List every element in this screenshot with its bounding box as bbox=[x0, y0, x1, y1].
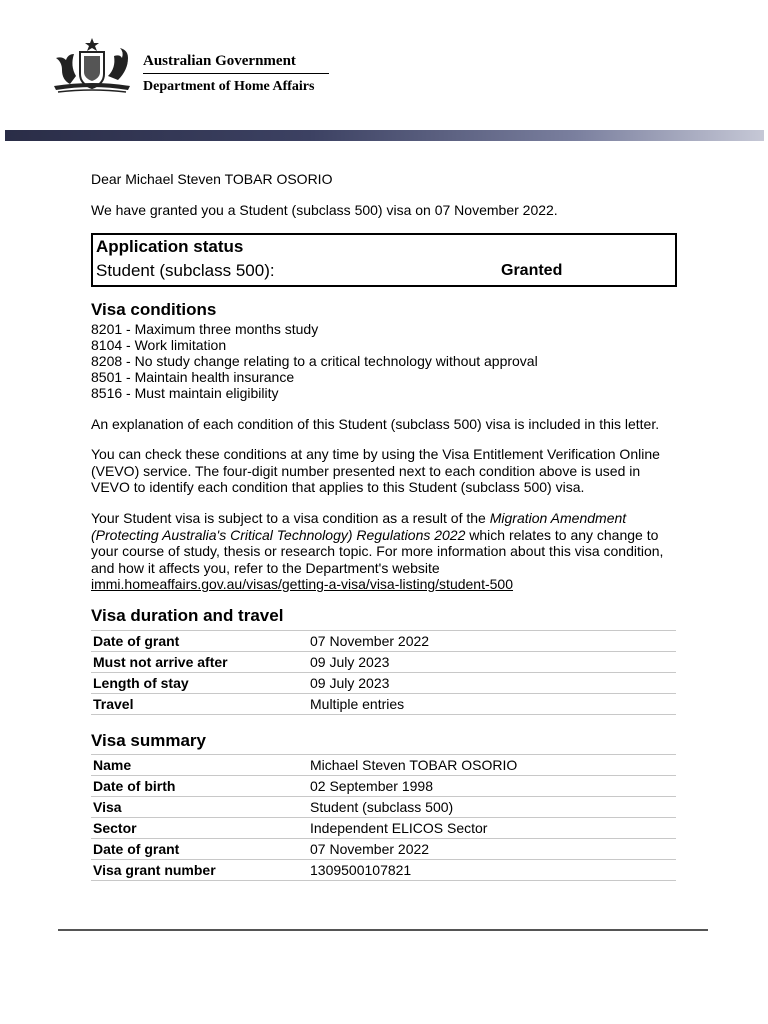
row-label: Date of grant bbox=[91, 839, 308, 860]
regulation-title: Migration Amendment (Protecting Australia's Critical Technology) Regulations 2022 bbox=[91, 510, 627, 543]
explanation-paragraph: An explanation of each condition of this Student (subclass 500) visa is included in this letter. bbox=[91, 416, 660, 432]
department-website-link[interactable]: immi.homeaffairs.gov.au/visas/getting-a-visa/visa-listing/student-500 bbox=[91, 576, 514, 592]
condition-item: 8501 - Maintain health insurance bbox=[91, 369, 295, 385]
letterhead bbox=[0, 0, 768, 130]
row-value: Michael Steven TOBAR OSORIO bbox=[308, 755, 676, 776]
department-name: Department of Home Affairs bbox=[143, 79, 315, 94]
row-label: Length of stay bbox=[91, 673, 308, 694]
condition-item: 8208 - No study change relating to a critical technology without approval bbox=[91, 353, 538, 369]
table-row bbox=[91, 673, 676, 694]
table-row bbox=[91, 776, 676, 797]
table-row bbox=[91, 818, 676, 839]
row-value: Multiple entries bbox=[308, 694, 676, 715]
table-row bbox=[91, 797, 676, 818]
application-status-box bbox=[91, 233, 677, 287]
footer-divider bbox=[58, 929, 708, 931]
row-label: Must not arrive after bbox=[91, 652, 308, 673]
summary-heading: Visa summary bbox=[91, 731, 206, 750]
coat-of-arms-icon bbox=[46, 36, 138, 98]
row-value: 02 September 1998 bbox=[308, 776, 676, 797]
table-row bbox=[91, 694, 676, 715]
grant-intro: We have granted you a Student (subclass 500) visa on 07 November 2022. bbox=[91, 202, 558, 218]
row-label: Visa grant number bbox=[91, 860, 308, 881]
paragraph-text: Your Student visa is subject to a visa condition as a result of the bbox=[91, 510, 490, 526]
status-label: Student (subclass 500): bbox=[96, 261, 275, 280]
vevo-paragraph: You can check these conditions at any time by using the Visa Entitlement Verification Online (VEVO) service. The four-digit number presented next to each condition above is used in VEVO to identify each condition that applies to this Student (subclass 500) visa. bbox=[91, 446, 660, 495]
critical-technology-paragraph bbox=[91, 510, 681, 593]
condition-item: 8201 - Maximum three months study bbox=[91, 321, 319, 337]
duration-table bbox=[91, 630, 676, 715]
table-row bbox=[91, 631, 676, 652]
row-label: Date of grant bbox=[91, 631, 308, 652]
row-label: Name bbox=[91, 755, 308, 776]
government-name: Australian Government bbox=[143, 53, 296, 69]
row-value: 1309500107821 bbox=[308, 860, 676, 881]
summary-table bbox=[91, 754, 676, 881]
conditions-list bbox=[91, 321, 538, 401]
row-value: 07 November 2022 bbox=[308, 631, 676, 652]
agency-name bbox=[143, 52, 329, 96]
condition-item: 8516 - Must maintain eligibility bbox=[91, 385, 279, 401]
table-row bbox=[91, 652, 676, 673]
table-row bbox=[91, 860, 676, 881]
row-value: 09 July 2023 bbox=[308, 652, 676, 673]
row-value: Student (subclass 500) bbox=[308, 797, 676, 818]
row-label: Travel bbox=[91, 694, 308, 715]
row-value: Independent ELICOS Sector bbox=[308, 818, 676, 839]
status-heading: Application status bbox=[96, 237, 244, 256]
table-row bbox=[91, 755, 676, 776]
row-label: Sector bbox=[91, 818, 308, 839]
conditions-heading: Visa conditions bbox=[91, 300, 217, 319]
greeting: Dear Michael Steven TOBAR OSORIO bbox=[91, 171, 333, 187]
status-value: Granted bbox=[501, 262, 563, 279]
header-bar bbox=[5, 130, 764, 141]
duration-heading: Visa duration and travel bbox=[91, 606, 284, 625]
row-label: Date of birth bbox=[91, 776, 308, 797]
row-value: 09 July 2023 bbox=[308, 673, 676, 694]
table-row bbox=[91, 839, 676, 860]
paragraph-text: which relates to any change to your course of study, thesis or research topic. For more information about this visa condition, and how it affects you, refer to the Department's website bbox=[91, 526, 664, 576]
agency-divider bbox=[143, 73, 329, 74]
row-value: 07 November 2022 bbox=[308, 839, 676, 860]
row-label: Visa bbox=[91, 797, 308, 818]
condition-item: 8104 - Work limitation bbox=[91, 337, 227, 353]
